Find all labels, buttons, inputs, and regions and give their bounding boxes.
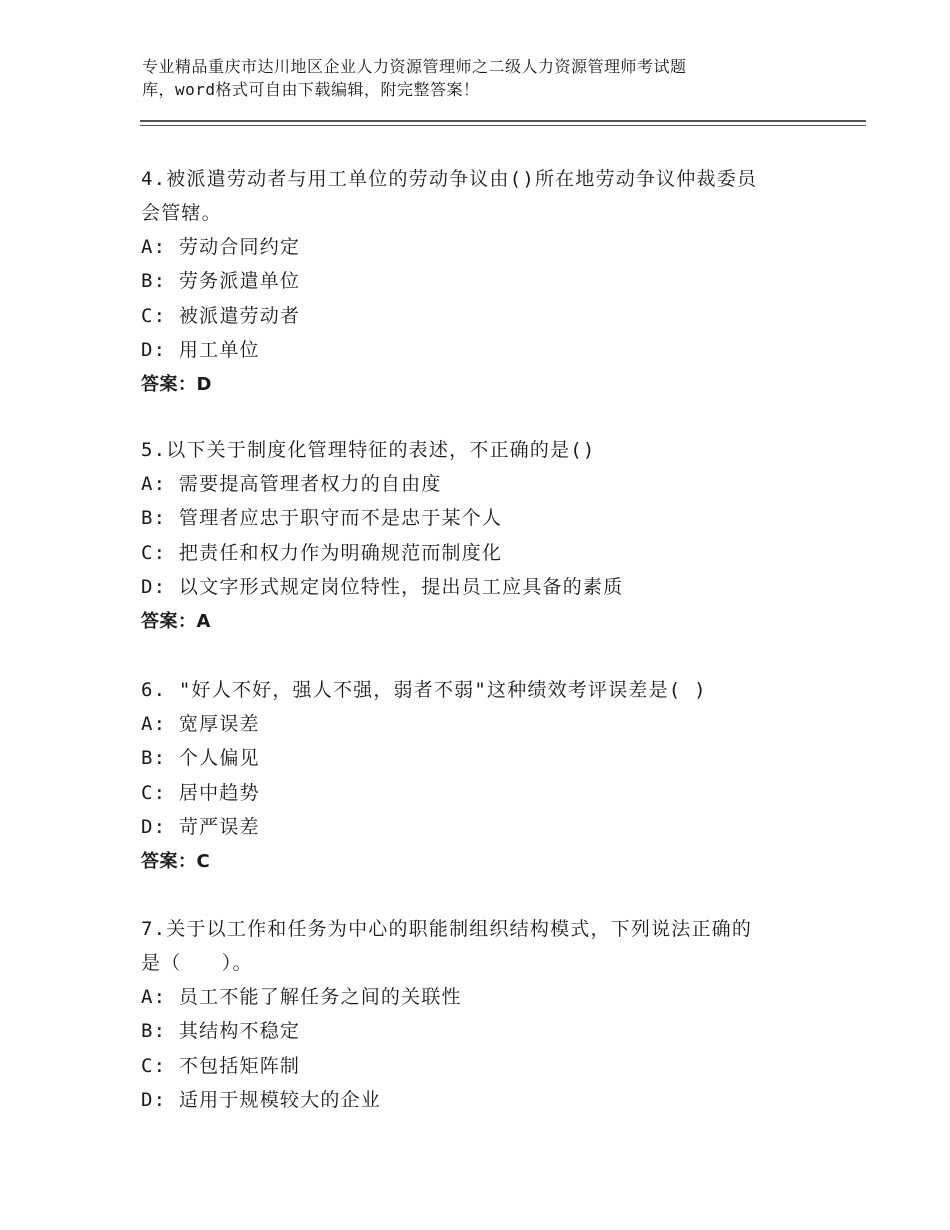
answer-line: 答案：C: [141, 850, 211, 872]
option-d: D: 适用于规模较大的企业: [141, 1089, 381, 1112]
option-d: D: 苛严误差: [141, 816, 260, 839]
question-7: [141, 912, 821, 1118]
option-b: B: 其结构不稳定: [141, 1020, 301, 1043]
option-b: B: 管理者应忠于职守而不是忠于某个人: [141, 507, 503, 530]
question-stem: 5.以下关于制度化管理特征的表述，不正确的是(): [141, 439, 596, 461]
option-a: A: 需要提高管理者权力的自由度: [141, 473, 442, 495]
option-c: C: 不包括矩阵制: [141, 1054, 301, 1077]
option-d: D: 用工单位: [141, 339, 260, 362]
answer-line: 答案：A: [141, 610, 211, 632]
header-rule-thin: [140, 125, 866, 126]
question-4: [141, 162, 821, 402]
question-5: [141, 433, 821, 639]
question-6: [141, 673, 821, 879]
header-title-line-2: 库，word格式可自由下载编辑，附完整答案！: [142, 80, 480, 99]
option-c: C: 居中趋势: [141, 781, 260, 804]
option-b: B: 个人偏见: [141, 747, 260, 770]
question-stem: 6. "好人不好，强人不强，弱者不弱"这种绩效考评误差是( ): [141, 679, 707, 701]
option-c: C: 把责任和权力作为明确规范而制度化: [141, 541, 503, 564]
option-c: C: 被派遣劳动者: [141, 304, 301, 327]
document-header: [142, 55, 842, 101]
header-title-line-1: 专业精品重庆市达川地区企业人力资源管理师之二级人力资源管理师考试题: [142, 57, 687, 76]
option-a: A: 员工不能了解任务之间的关联性: [141, 986, 462, 1008]
option-a: A: 劳动合同约定: [141, 236, 301, 258]
question-stem: 是（ ）。: [141, 952, 253, 974]
option-d: D: 以文字形式规定岗位特性，提出员工应具备的素质: [141, 576, 624, 599]
option-b: B: 劳务派遣单位: [141, 270, 301, 293]
answer-line: 答案：D: [141, 373, 212, 395]
question-stem: 会管辖。: [141, 202, 222, 224]
question-stem: 7.关于以工作和任务为中心的职能制组织结构模式，下列说法正确的: [141, 918, 753, 940]
option-a: A: 宽厚误差: [141, 713, 260, 735]
question-stem: 4.被派遣劳动者与用工单位的劳动争议由()所在地劳动争议仲裁委员: [141, 168, 758, 190]
header-rule-thick: [140, 120, 866, 122]
